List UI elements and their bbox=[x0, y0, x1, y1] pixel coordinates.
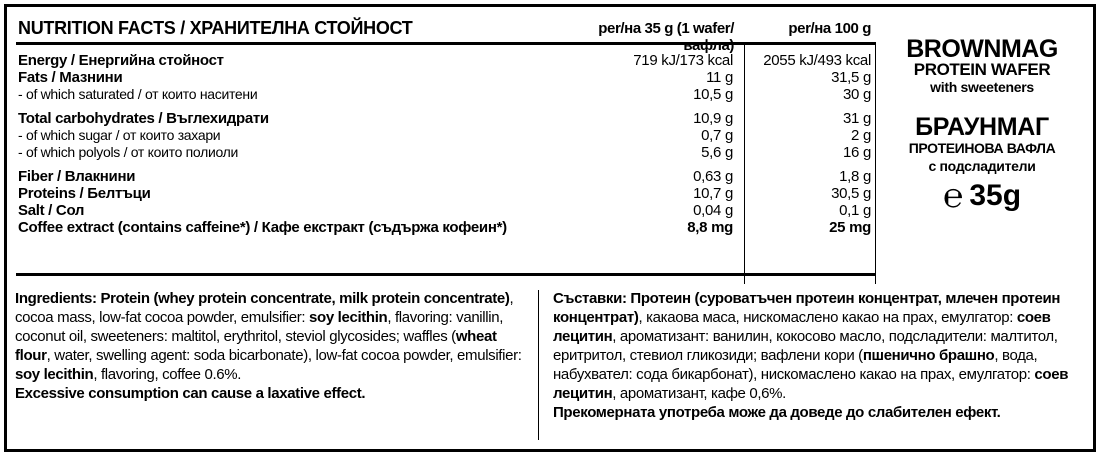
table-row bbox=[16, 202, 875, 219]
row-name: Fiber / Влакнини bbox=[18, 168, 136, 185]
ingredients-text-part: , какаова маса, нискомаслено какао на прах, емулгатор: bbox=[638, 309, 1017, 326]
row-value-100g: 2055 kJ/493 kcal bbox=[763, 52, 871, 69]
nutrition-header bbox=[16, 16, 875, 54]
ingredients-en-text bbox=[15, 289, 530, 384]
ingredients-text-part: , flavoring, coffee 0.6%. bbox=[93, 366, 242, 383]
ingredients-en-heading: Ingredients: Protein (whey protein concentrate, milk protein concentrate) bbox=[15, 290, 510, 307]
row-name: Salt / Сол bbox=[18, 202, 85, 219]
table-row bbox=[16, 52, 875, 69]
warning-en: Excessive consumption can cause a laxative effect. bbox=[15, 385, 366, 402]
row-value-serving: 719 kJ/173 kcal bbox=[633, 52, 733, 69]
brand-block bbox=[882, 37, 1082, 214]
table-row bbox=[16, 219, 875, 236]
nutrition-table bbox=[16, 16, 875, 236]
table-row bbox=[16, 168, 875, 185]
per-100g-header: per/на 100 g bbox=[788, 20, 871, 37]
allergen: wheat flour bbox=[15, 328, 497, 364]
brand-name-bg: БРАУНМАГ bbox=[915, 113, 1049, 141]
estimated-sign-icon: ℮ bbox=[942, 176, 964, 216]
product-name-bg: ПРОТЕИНОВА ВАФЛА bbox=[908, 140, 1056, 156]
nutrition-title: NUTRITION FACTS / ХРАНИТЕЛНА СТОЙНОСТ bbox=[18, 18, 413, 38]
row-value-100g: 2 g bbox=[851, 127, 871, 144]
row-name: Fats / Мазнини bbox=[18, 69, 123, 86]
allergen: пшенично брашно bbox=[862, 347, 995, 364]
row-value-serving: 5,6 g bbox=[701, 144, 733, 161]
ingredients-bg bbox=[553, 289, 1073, 422]
row-name: - of which polyols / от които полиоли bbox=[18, 144, 239, 160]
row-value-serving: 0,04 g bbox=[693, 202, 733, 219]
row-value-serving: 10,9 g bbox=[693, 110, 733, 127]
allergen: соев лецитин bbox=[553, 309, 1051, 345]
row-name: - of which saturated / от които наситени bbox=[18, 86, 258, 102]
row-value-serving: 0,7 g bbox=[701, 127, 733, 144]
row-name: Coffee extract (contains caffeine*) / Кафе екстракт (съдържа кофеин*) bbox=[18, 219, 507, 236]
table-row bbox=[16, 110, 875, 127]
ingredients-text-part: , ароматизант: ванилин, кокосово масло, подсладители: малтитол, еритритол, стевиол гликозиди; вафлени кори ( bbox=[553, 328, 1058, 364]
row-name: Energy / Енергийна стойност bbox=[18, 52, 224, 69]
allergen: soy lecithin bbox=[309, 309, 388, 326]
table-bottom-rule bbox=[16, 273, 875, 276]
table-row bbox=[16, 185, 875, 202]
row-name: - of which sugar / от които захари bbox=[18, 127, 221, 143]
row-value-100g: 25 mg bbox=[829, 219, 871, 236]
ingredients-text-part: , water, swelling agent: soda bicarbonate), low-fat cocoa powder, emulsifier: bbox=[46, 347, 522, 364]
row-value-100g: 1,8 g bbox=[839, 168, 871, 185]
row-value-100g: 16 g bbox=[843, 144, 871, 161]
row-value-serving: 10,7 g bbox=[693, 185, 733, 202]
column-divider bbox=[744, 42, 745, 284]
ingredients-text-part: , flavoring: vanillin, coconut oil, sweeteners: maltitol, erythritol, steviol glycosides; waffles ( bbox=[15, 309, 504, 345]
ingredients-en bbox=[15, 289, 530, 403]
ingredients-text-part: , cocoa mass, low-fat cocoa powder, emulsifier: bbox=[15, 290, 514, 326]
ingredients-bg-text bbox=[553, 289, 1073, 403]
row-value-100g: 31,5 g bbox=[831, 69, 871, 86]
row-value-serving: 10,5 g bbox=[693, 86, 733, 103]
table-row bbox=[16, 86, 875, 103]
ingredients-text-part: , вода, набухвател: сода бикарбонат), нискомаслено какао на прах, емулгатор: bbox=[553, 347, 1038, 383]
nutrition-rows bbox=[16, 45, 875, 236]
ingredients-text-part: , ароматизант, кафе 0,6%. bbox=[612, 385, 786, 402]
row-name: Proteins / Белтъци bbox=[18, 185, 151, 202]
table-row bbox=[16, 127, 875, 144]
product-label bbox=[4, 4, 1096, 452]
net-weight bbox=[882, 178, 1082, 214]
row-name: Total carbohydrates / Въглехидрати bbox=[18, 110, 269, 127]
allergen: соев лецитин bbox=[553, 366, 1069, 402]
table-row bbox=[16, 144, 875, 161]
ingredients-divider bbox=[538, 290, 539, 440]
product-name-en: PROTEIN WAFER bbox=[913, 60, 1051, 79]
row-value-100g: 31 g bbox=[843, 110, 871, 127]
row-value-serving: 8,8 mg bbox=[687, 219, 733, 236]
ingredients-bg-heading: Съставки: Протеин (суроватъчен протеин концентрат, млечен протеин концентрат) bbox=[553, 290, 1061, 326]
warning-bg: Прекомерната употреба може да доведе до слабителен ефект. bbox=[553, 404, 1001, 421]
table-row bbox=[16, 69, 875, 86]
product-subtitle-bg: с подсладители bbox=[928, 158, 1036, 174]
row-value-serving: 0,63 g bbox=[693, 168, 733, 185]
brand-name-en: BROWNMAG bbox=[906, 35, 1058, 63]
allergen: soy lecithin bbox=[15, 366, 94, 383]
row-value-serving: 11 g bbox=[706, 69, 733, 86]
row-value-100g: 30 g bbox=[843, 86, 871, 103]
row-value-100g: 30,5 g bbox=[831, 185, 871, 202]
product-subtitle-en: with sweeteners bbox=[930, 79, 1034, 95]
net-weight-value: 35g bbox=[969, 179, 1022, 212]
column-divider bbox=[875, 42, 876, 284]
per-serving-header: per/на 35 g (1 wafer/вафла) bbox=[598, 20, 734, 54]
row-value-100g: 0,1 g bbox=[839, 202, 871, 219]
